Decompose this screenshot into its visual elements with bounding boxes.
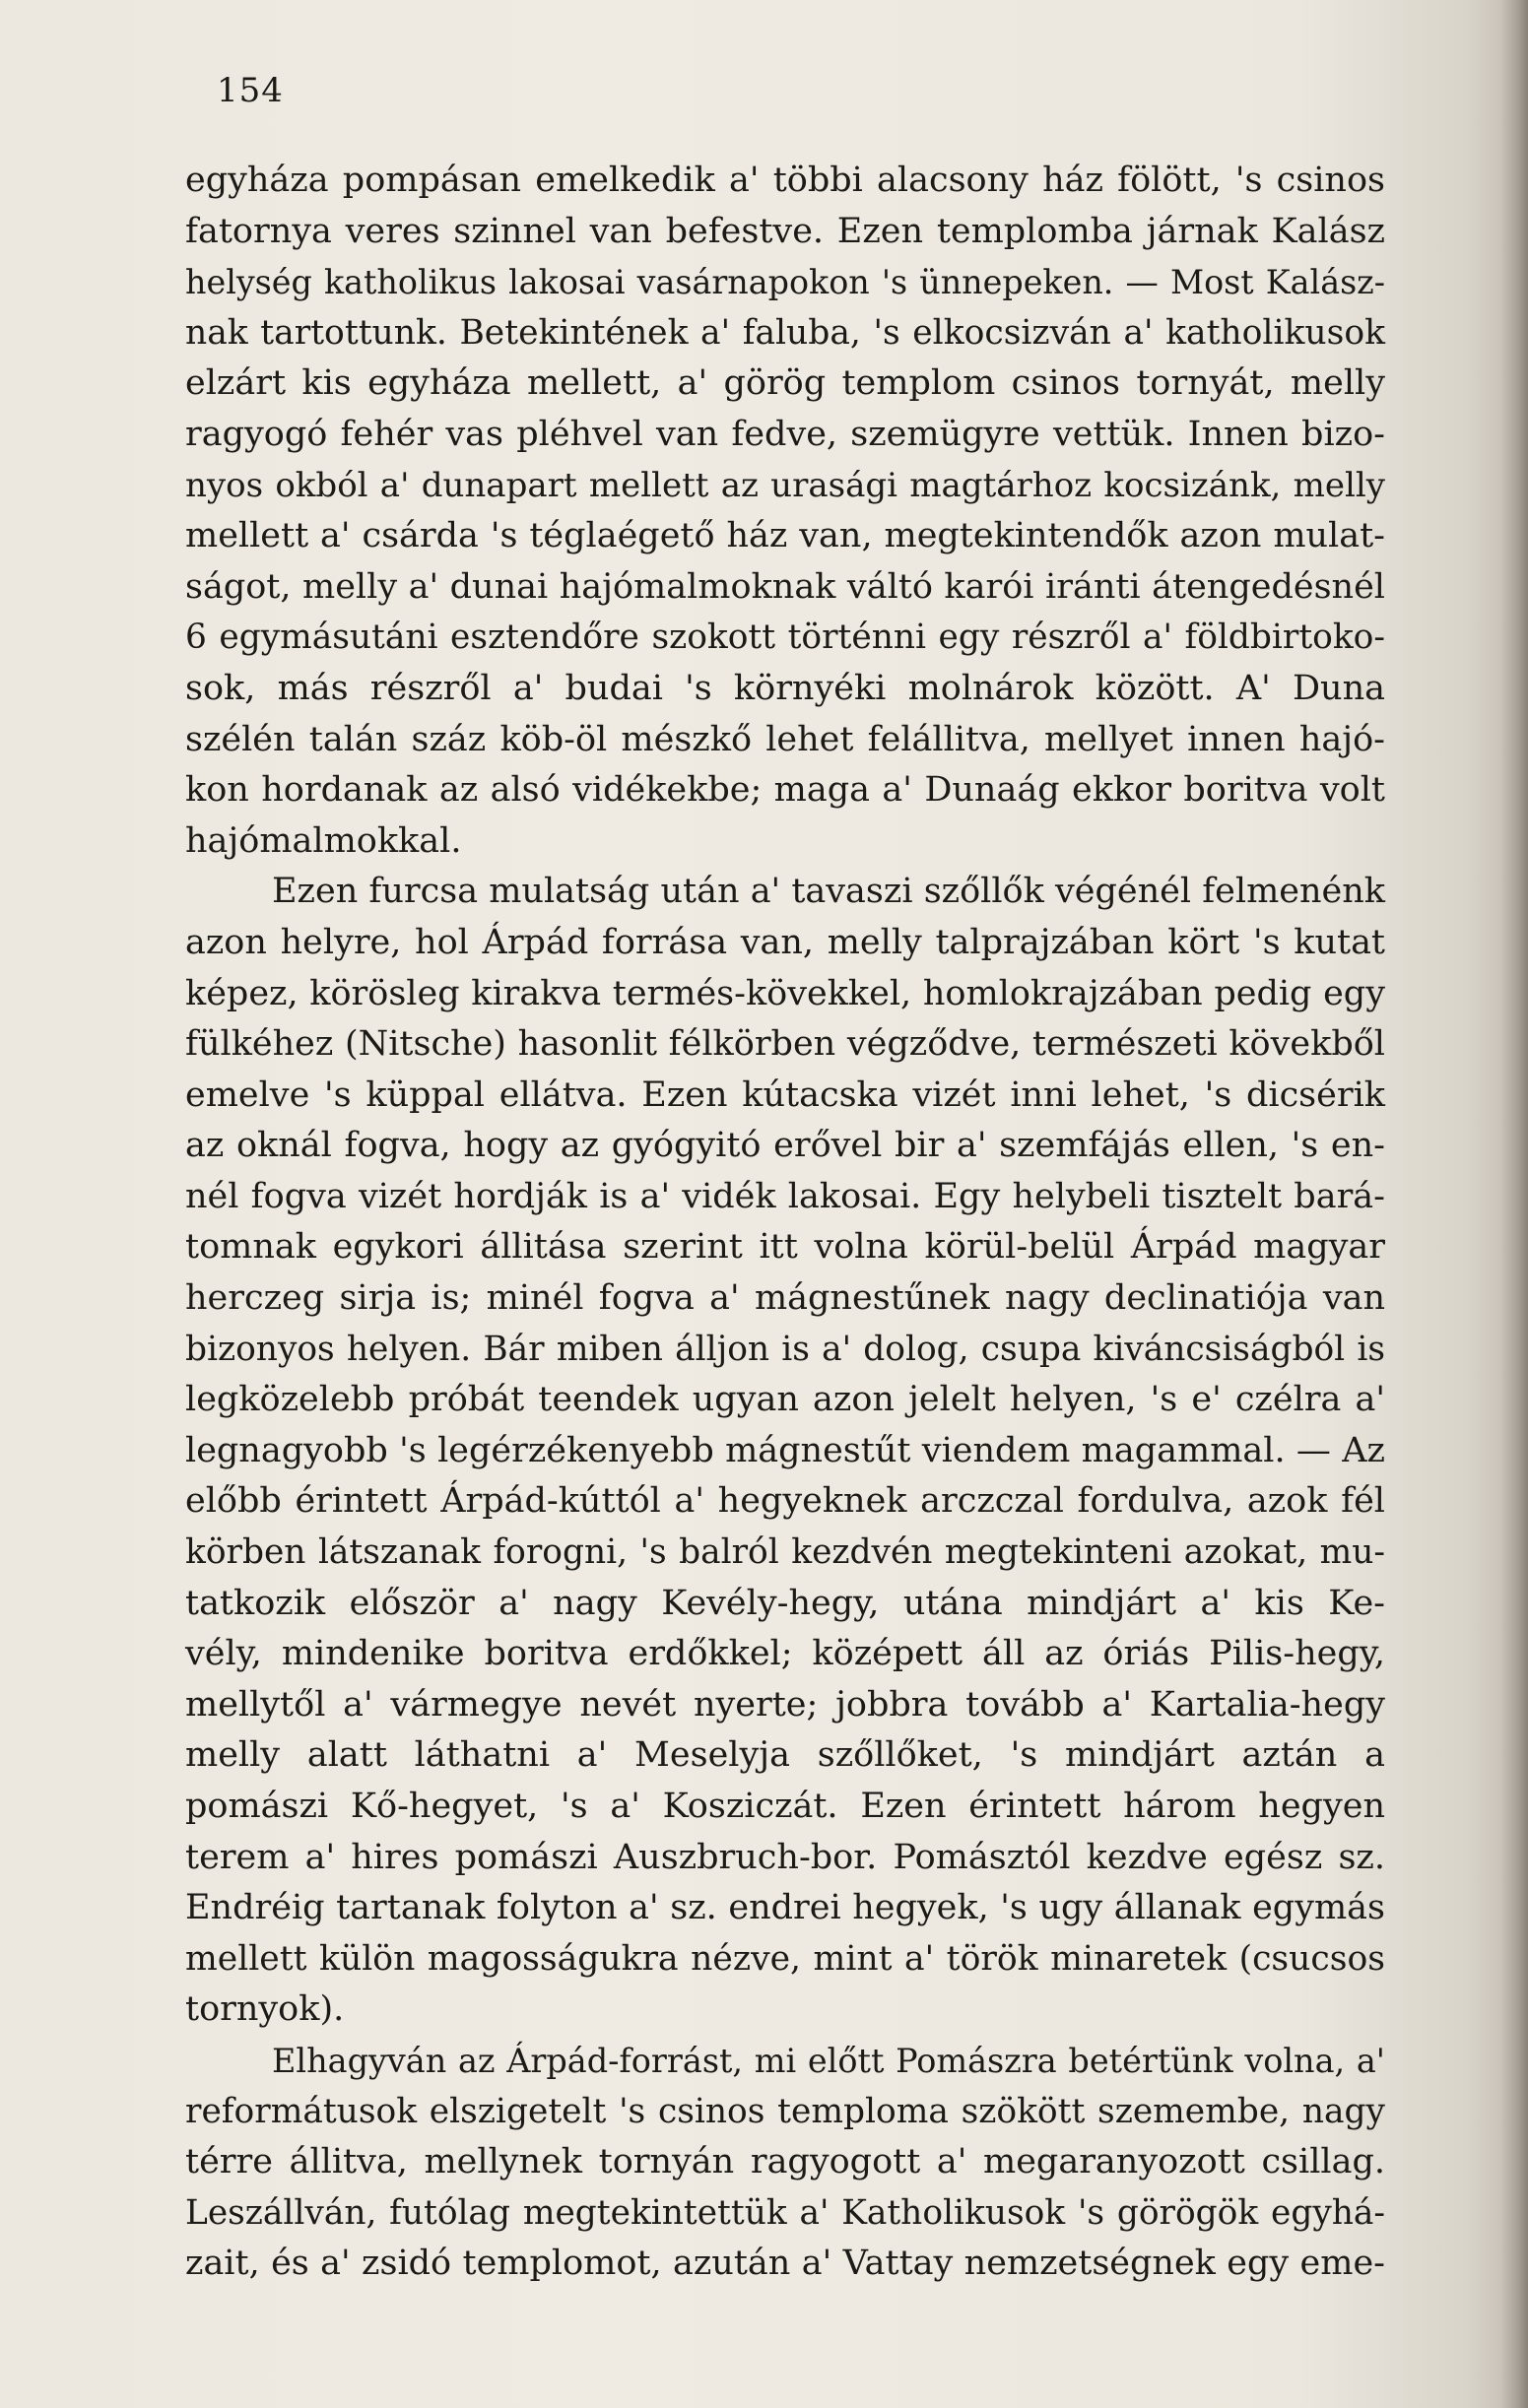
text-line: tomnak egykori állitása szerint itt volna körül-belül Árpád magyar <box>185 1227 1385 1268</box>
text-line: pomászi Kő-hegyet, 's a' Kosziczát. Ezen érintett három hegyen <box>185 1787 1385 1826</box>
text-line: legközelebb próbát teendek ugyan azon jelelt helyen, 's e' czélra a' <box>185 1380 1385 1420</box>
text-line: tatkozik először a' nagy Kevély-hegy, utána mindjárt a' kis Ke- <box>185 1583 1385 1623</box>
text-line: 6 egymásutáni esztendőre szokott történni egy részről a' földbirtoko- <box>185 618 1385 658</box>
text-line: azon helyre, hol Árpád forrása van, melly talprajzában kört 's kutat <box>185 922 1385 962</box>
text-line: hajómalmokkal. <box>185 820 462 861</box>
text-line: fatornya veres szinnel van befestve. Ezen templomba járnak Kalász <box>185 211 1385 251</box>
text-line: herczeg sirja is; minél fogva a' mágnestűnek nagy declinatiója van <box>185 1278 1385 1319</box>
text-line: elzárt kis egyháza mellett, a' görög templom csinos tornyát, melly <box>185 363 1385 404</box>
page-edge-shadow <box>1500 0 1528 2408</box>
text-line: zait, és a' zsidó templomot, azután a' Vattay nemzetségnek egy eme- <box>185 2244 1385 2284</box>
text-line: előbb érintett Árpád-kúttól a' hegyeknek arczczal fordulva, azok fél <box>185 1481 1385 1522</box>
text-line: körben látszanak forogni, 's balról kezdvén megtekinteni azokat, mu- <box>185 1532 1385 1573</box>
text-line: képez, körösleg kirakva termés-kövekkel, homlokrajzában pedig egy <box>185 973 1385 1013</box>
text-line: nél fogva vizét hordják is a' vidék lakosai. Egy helybeli tisztelt bará- <box>185 1176 1385 1216</box>
text-line: reformátusok elszigetelt 's csinos temploma szökött szemembe, nagy <box>185 2091 1385 2131</box>
text-line: kon hordanak az alsó vidékekbe; maga a' Dunaág ekkor boritva volt <box>185 770 1385 811</box>
text-line: Leszállván, futólag megtekintettük a' Katholikusok 's görögök egyhá- <box>185 2192 1385 2233</box>
text-line: Ezen furcsa mulatság után a' tavaszi szőllők végénél felmenénk <box>272 872 1385 912</box>
text-line: helység katholikus lakosai vasárnapokon 's ünnepeken. — Most Kalász- <box>185 263 1385 302</box>
text-line: mellett a' csárda 's téglaégető ház van, megtekintendők azon mulat- <box>185 516 1385 556</box>
text-line: Elhagyván az Árpád-forrást, mi előtt Pomászra betértünk volna, a' <box>272 2041 1385 2080</box>
text-line: ságot, melly a' dunai hajómalmoknak váltó karói iránti átengedésnél <box>185 566 1385 607</box>
text-line: az oknál fogva, hogy az gyógyitó erővel bir a' szemfájás ellen, 's en- <box>185 1126 1385 1166</box>
text-line: sok, más részről a' budai 's környéki molnárok között. A' Duna <box>185 668 1385 708</box>
text-line: nyos okból a' dunapart mellett az urasági magtárhoz kocsizánk, melly <box>185 465 1385 505</box>
text-line: tornyok). <box>185 1989 345 2030</box>
text-line: egyháza pompásan emelkedik a' többi alacsony ház fölött, 's csinos <box>185 161 1385 200</box>
text-line: szélén talán száz köb-öl mészkő lehet felállitva, mellyet innen hajó- <box>185 719 1385 759</box>
text-line: emelve 's küppal ellátva. Ezen kútacska vizét inni lehet, 's dicsérik <box>185 1074 1385 1115</box>
text-line: Endréig tartanak folyton a' sz. endrei hegyek, 's ugy állanak egymás <box>185 1888 1385 1928</box>
text-line: mellytől a' vármegye nevét nyerte; jobbra tovább a' Kartalia-hegy <box>185 1684 1385 1725</box>
page-number: 154 <box>217 71 284 110</box>
text-line: fülkéhez (Nitsche) hasonlit félkörben végződve, természeti kövekből <box>185 1024 1385 1065</box>
text-line: bizonyos helyen. Bár miben álljon is a' dolog, csupa kiváncsiságból is <box>185 1329 1385 1369</box>
text-line: vély, mindenike boritva erdőkkel; középett áll az óriás Pilis-hegy, <box>185 1634 1385 1674</box>
text-line: melly alatt láthatni a' Meselyja szőllőket, 's mindjárt aztán a <box>185 1735 1385 1776</box>
text-line: mellett külön magosságukra nézve, mint a' török minaretek (csucsos <box>185 1938 1385 1979</box>
text-line: ragyogó fehér vas pléhvel van fedve, szemügyre vettük. Innen bizo- <box>185 414 1385 454</box>
text-line: terem a' hires pomászi Auszbruch-bor. Pomásztól kezdve egész sz. <box>185 1837 1385 1877</box>
text-line: térre állitva, mellynek tornyán ragyogott a' megaranyozott csillag. <box>185 2142 1385 2182</box>
text-line: nak tartottunk. Betekintének a' faluba, 's elkocsizván a' katholikusok <box>185 312 1385 353</box>
text-line: legnagyobb 's legérzékenyebb mágnestűt viendem magammal. — Az <box>185 1430 1385 1470</box>
body-text <box>185 156 1385 2290</box>
